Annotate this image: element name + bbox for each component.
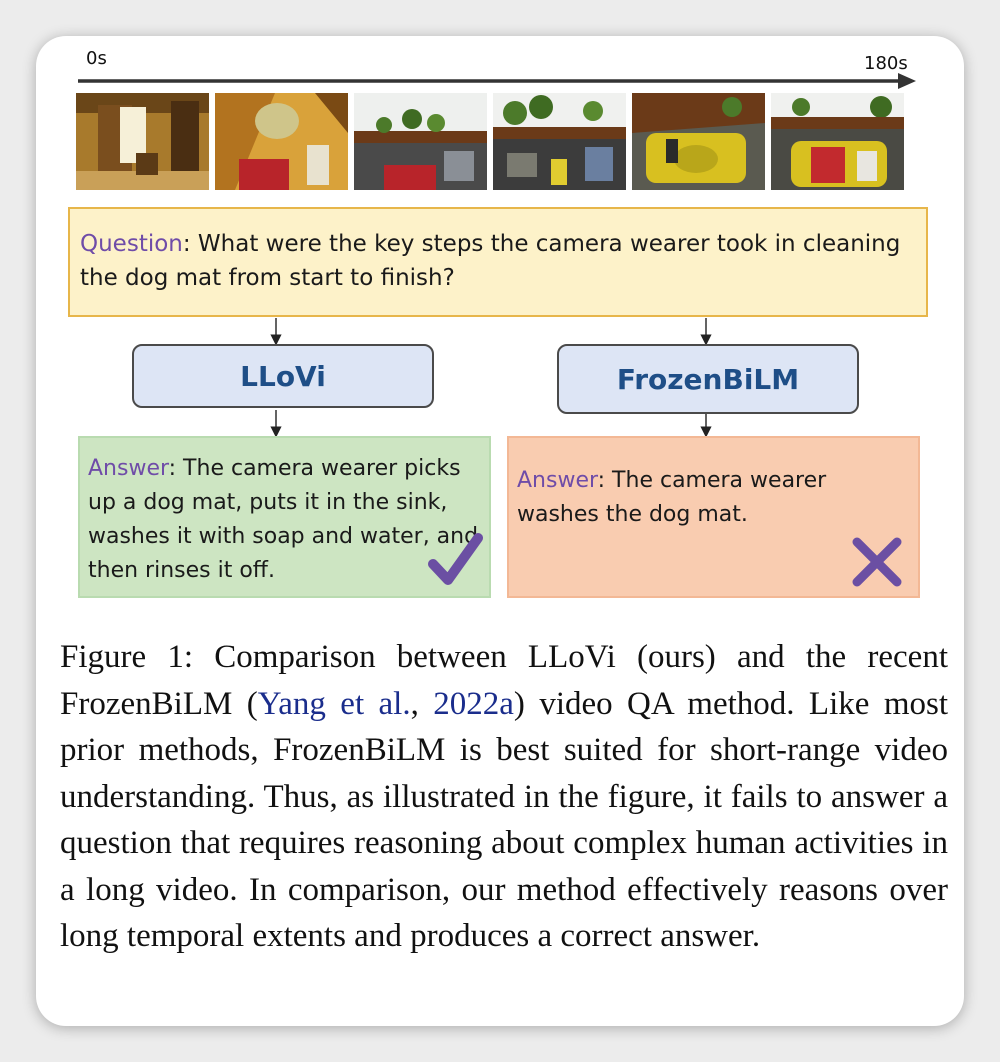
figure-caption: [60, 634, 948, 960]
model-box-frozenbilm: FrozenBiLM: [557, 344, 859, 414]
timeline-end-label: 180s: [864, 53, 908, 74]
answer-text-right: : The camera wearer washes the dog mat.: [517, 468, 827, 527]
citation-separator: ,: [410, 685, 434, 722]
question-label: Question: [80, 231, 183, 257]
answer-body-right: [517, 464, 910, 532]
citation-year-link[interactable]: 2022a: [433, 685, 514, 722]
cross-icon: [849, 534, 905, 590]
answer-box-correct: [78, 436, 491, 598]
answer-label-left: Answer: [88, 456, 169, 481]
answer-box-wrong: [507, 436, 920, 598]
model-box-llovi: LLoVi: [132, 344, 434, 408]
citation-author-link[interactable]: Yang et al.: [257, 685, 411, 722]
question-text: : What were the key steps the camera wearer took in cleaning the dog mat from start to finish?: [80, 231, 901, 291]
checkmark-icon: [428, 532, 484, 590]
figure-card: [36, 36, 964, 1026]
caption-suffix: ) video QA method. Like most prior methods, FrozenBiLM is best suited for short-range video understanding. Thus, as illustrated in the figure, it fails to answer a question that requires reasoning about complex human activities in a long video. In comparison, our method effectively reasons over long temporal extents and produces a correct answer.: [60, 685, 948, 954]
answer-text-left: : The camera wearer picks up a dog mat, puts it in the sink, washes it with soap and water, and then rinses it off.: [88, 456, 479, 583]
answer-label-right: Answer: [517, 468, 598, 493]
caption-prefix: Figure 1: Comparison between LLoVi (ours) and the recent FrozenBiLM (: [60, 639, 948, 722]
timeline-start-label: 0s: [86, 48, 107, 69]
